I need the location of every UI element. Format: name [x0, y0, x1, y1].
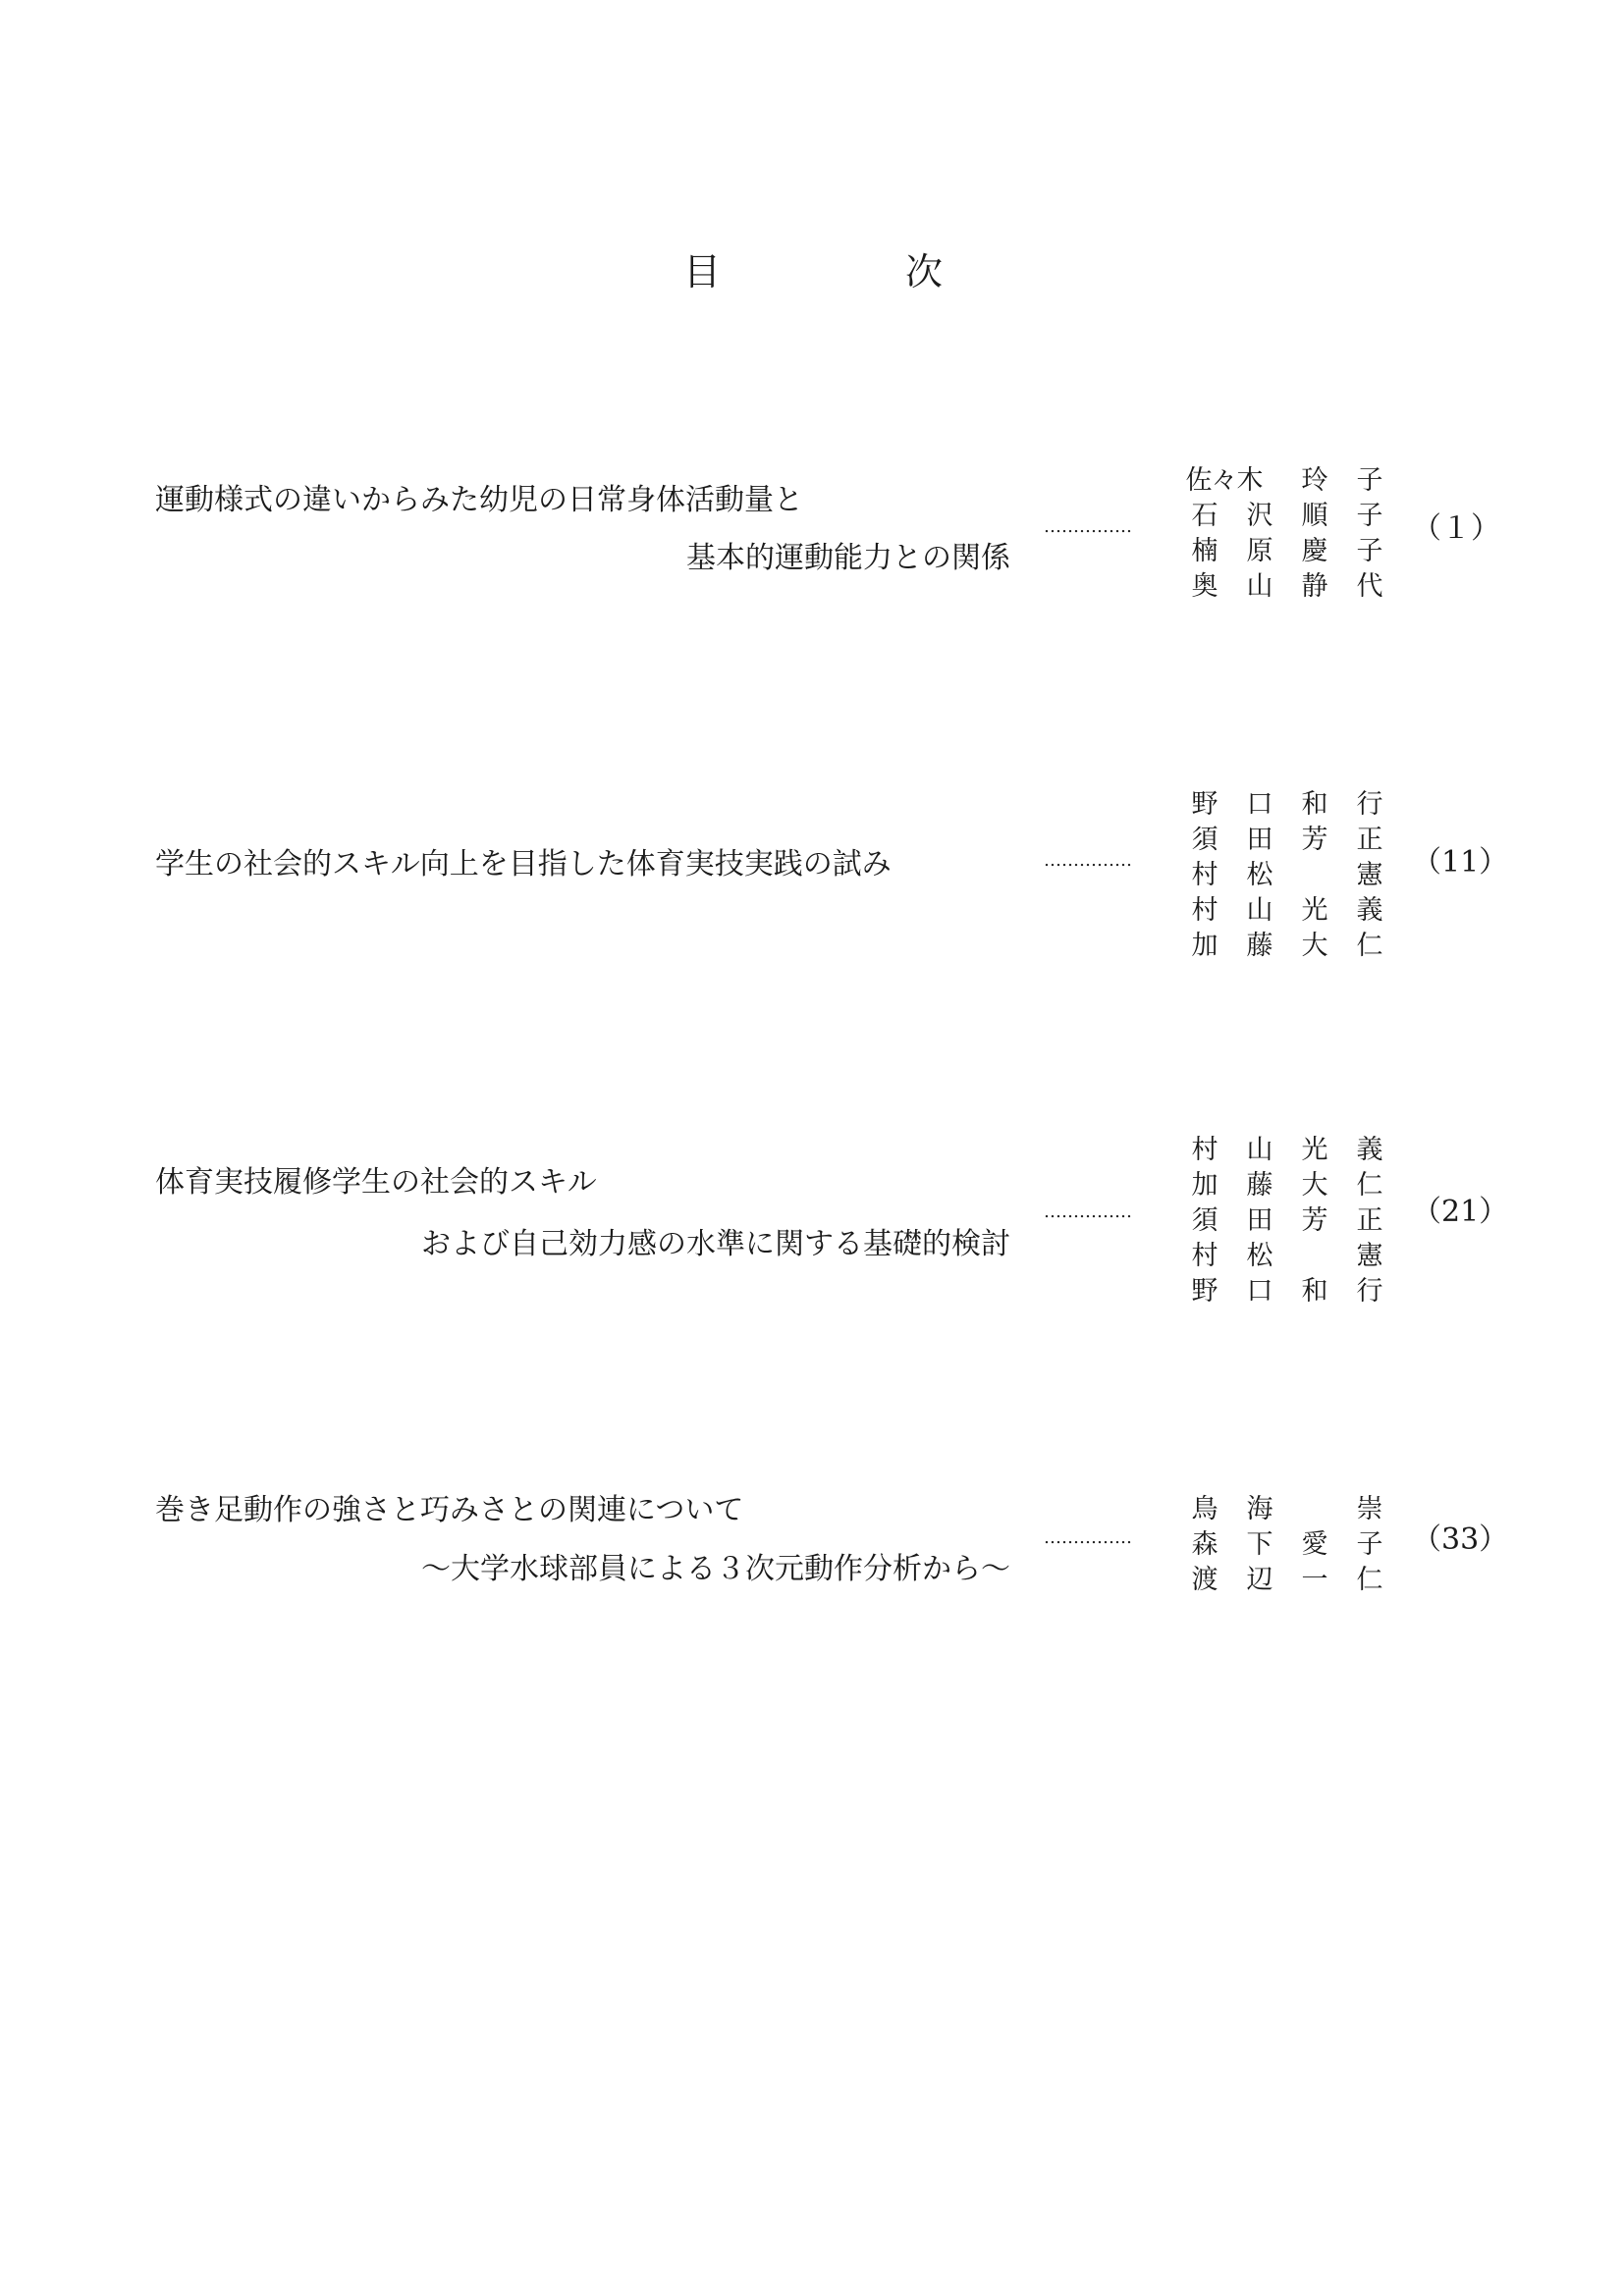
heading-right-char: 次	[905, 250, 944, 294]
author-char: 須	[1191, 825, 1218, 855]
author-char: 大	[1301, 1170, 1328, 1201]
dot-leader: ……………	[1044, 516, 1132, 537]
author-char: 野	[1191, 789, 1218, 820]
author-char: 須	[1191, 1205, 1218, 1236]
author-char: 田	[1246, 1205, 1273, 1236]
author-char: 山	[1246, 895, 1273, 926]
author-char: 原	[1246, 536, 1273, 566]
dot-leader: ……………	[1044, 850, 1132, 871]
author-name	[1190, 1207, 1386, 1243]
author-name	[1190, 1496, 1386, 1531]
page-number: （21）	[1412, 1195, 1509, 1229]
author-char: 静	[1301, 571, 1328, 602]
author-name	[1190, 791, 1386, 827]
author-char: 口	[1246, 1276, 1273, 1307]
author-char: 木	[1236, 465, 1264, 496]
author-char: 村	[1191, 1135, 1218, 1165]
author-char: 渡	[1191, 1565, 1218, 1595]
author-char: 海	[1246, 1494, 1273, 1524]
author-char: 子	[1356, 1529, 1383, 1560]
author-char: 憲	[1356, 860, 1383, 890]
author-char: 芳	[1301, 825, 1328, 855]
entry-title-line: 巻き足動作の強さと巧みさとの関連について	[155, 1493, 744, 1527]
author-char: 松	[1246, 860, 1273, 890]
author-char: 口	[1246, 789, 1273, 820]
author-name	[1190, 1243, 1386, 1278]
author-name	[1190, 1278, 1386, 1313]
author-char: 下	[1246, 1529, 1273, 1560]
author-char: 光	[1301, 895, 1328, 926]
author-char: 子	[1356, 536, 1383, 566]
author-char: 子	[1356, 501, 1383, 531]
author-char: 辺	[1246, 1565, 1273, 1595]
page-number: （33）	[1412, 1522, 1509, 1557]
author-char: 鳥	[1191, 1494, 1218, 1524]
author-name	[1190, 1567, 1386, 1602]
author-char: 大	[1301, 931, 1328, 961]
author-char: 奥	[1191, 571, 1218, 602]
entry-title-line: ～大学水球部員による３次元動作分析から～	[421, 1552, 1010, 1586]
author-char: 藤	[1246, 931, 1273, 961]
dot-leader: ……………	[1044, 1201, 1132, 1222]
author-name	[1190, 538, 1386, 573]
author-char: 光	[1301, 1135, 1328, 1165]
author-char: 慶	[1301, 536, 1328, 566]
page-number: （11）	[1412, 845, 1509, 880]
heading-left-char: 目	[683, 250, 722, 294]
author-char: 村	[1191, 1241, 1218, 1271]
page-number: （１）	[1412, 511, 1500, 546]
author-char: 松	[1246, 1241, 1273, 1271]
author-char: 行	[1356, 789, 1383, 820]
author-name	[1190, 503, 1386, 538]
author-char: 森	[1191, 1529, 1218, 1560]
entry-title-line: 体育実技履修学生の社会的スキル	[155, 1165, 597, 1200]
author-char: 加	[1191, 1170, 1218, 1201]
author-char: 芳	[1301, 1205, 1328, 1236]
author-list	[1190, 1137, 1386, 1313]
author-name	[1190, 1531, 1386, 1567]
author-char: 一	[1301, 1565, 1328, 1595]
entry-title-line: 基本的運動能力との関係	[686, 541, 1010, 575]
author-char: 々	[1211, 465, 1238, 496]
author-name	[1185, 465, 1386, 503]
author-name	[1190, 933, 1386, 968]
author-char: 順	[1301, 501, 1328, 531]
author-char: 義	[1356, 1135, 1383, 1165]
author-char: 義	[1356, 895, 1383, 926]
author-char: 沢	[1246, 501, 1273, 531]
author-list	[1185, 465, 1386, 609]
author-char: 正	[1356, 1205, 1383, 1236]
author-char: 憲	[1356, 1241, 1383, 1271]
author-char: 石	[1191, 501, 1218, 531]
dot-leader: ……………	[1044, 1527, 1132, 1548]
author-list	[1190, 1496, 1386, 1602]
author-name	[1190, 897, 1386, 933]
entry-title-line: 学生の社会的スキル向上を目指した体育実技実践の試み	[155, 847, 892, 881]
author-char: 村	[1191, 860, 1218, 890]
entry-title-line: 運動様式の違いからみた幼児の日常身体活動量と	[155, 483, 803, 517]
author-char: 山	[1246, 571, 1273, 602]
entry-title-line: および自己効力感の水準に関する基礎的検討	[421, 1227, 1010, 1261]
author-name	[1190, 573, 1386, 609]
author-char: 子	[1356, 465, 1383, 496]
author-char: 玲	[1301, 465, 1328, 496]
author-char: 仁	[1356, 931, 1383, 961]
author-char: 村	[1191, 895, 1218, 926]
author-name	[1190, 1137, 1386, 1172]
author-char: 佐	[1185, 465, 1213, 496]
author-char: 楠	[1191, 536, 1218, 566]
author-list	[1190, 791, 1386, 968]
author-char: 田	[1246, 825, 1273, 855]
author-char: 崇	[1356, 1494, 1383, 1524]
author-char: 代	[1356, 571, 1383, 602]
author-char: 仁	[1356, 1170, 1383, 1201]
author-char: 野	[1191, 1276, 1218, 1307]
author-char: 加	[1191, 931, 1218, 961]
author-char: 愛	[1301, 1529, 1328, 1560]
author-name	[1190, 1172, 1386, 1207]
author-char: 仁	[1356, 1565, 1383, 1595]
author-char: 正	[1356, 825, 1383, 855]
author-name	[1190, 862, 1386, 897]
author-char: 和	[1301, 1276, 1328, 1307]
author-char: 藤	[1246, 1170, 1273, 1201]
author-char: 山	[1246, 1135, 1273, 1165]
author-name	[1190, 827, 1386, 862]
author-char: 和	[1301, 789, 1328, 820]
author-char: 行	[1356, 1276, 1383, 1307]
